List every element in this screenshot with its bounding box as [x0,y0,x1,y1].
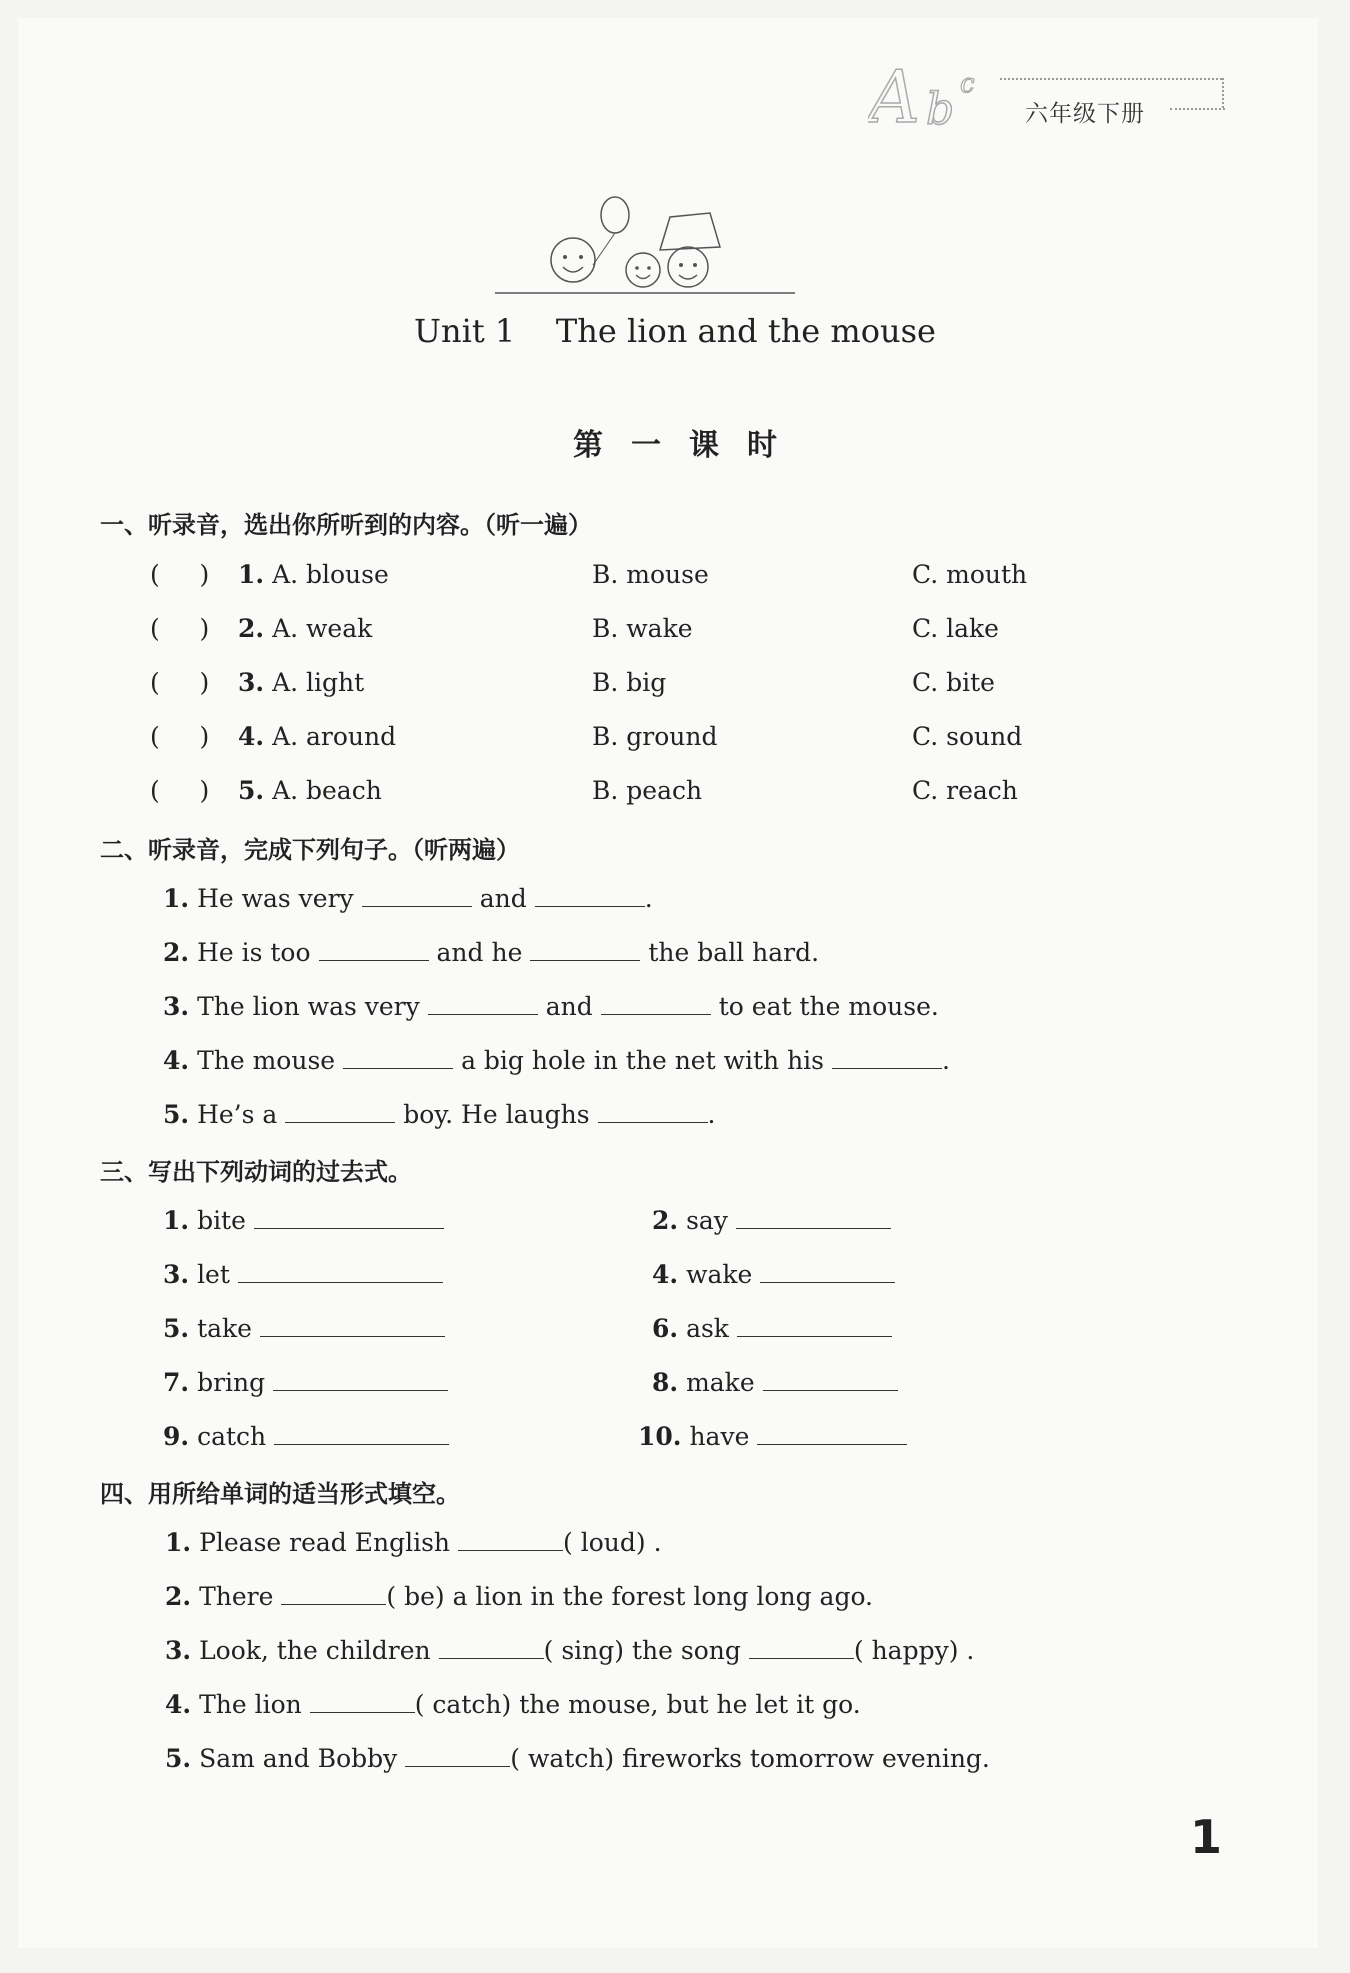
list-item [163,1422,457,1451]
option-a: A. weak [272,614,373,643]
verb-word: say [686,1206,728,1235]
list-item [165,1636,974,1665]
unit-title: Unit 1 The lion and the mouse [414,312,936,350]
list-item [163,1100,715,1129]
sentence-part: the ball hard. [648,938,820,967]
answer-blank[interactable] [737,1335,892,1337]
option-a: A. around [272,722,397,751]
answer-blank[interactable] [763,1389,898,1391]
option-a: A. blouse [272,560,389,589]
verb-word: have [689,1422,750,1451]
option-c: C. bite [912,668,995,697]
list-item [163,992,939,1021]
verb-word: bring [197,1368,266,1397]
section3-heading: 三、写出下列动词的过去式。 [100,1158,412,1186]
answer-blank[interactable] [238,1281,443,1283]
sentence-part: The lion [199,1690,302,1719]
list-item [638,1422,915,1451]
item-number: 4. [238,722,265,751]
answer-blank[interactable] [343,1067,453,1069]
answer-bracket[interactable]: ( ) [150,560,210,589]
item-number: 1. [163,1206,190,1235]
item-number: 2. [238,614,265,643]
abc-logo-icon [868,52,988,132]
item-number: 6. [652,1314,679,1343]
item-number: 1. [163,884,190,913]
verb-word: catch [197,1422,267,1451]
sentence-part: ( catch) the mouse, but he let it go. [414,1690,861,1719]
answer-blank[interactable] [736,1227,891,1229]
option-a: A. beach [272,776,382,805]
list-item [165,1528,662,1557]
answer-blank[interactable] [281,1603,386,1605]
answer-blank[interactable] [458,1549,563,1551]
sentence-part: boy. He laughs [403,1100,590,1129]
option-b: B. ground [592,722,718,751]
svg-text:A: A [868,55,920,132]
option-c: C. mouth [912,560,1028,589]
section2-heading: 二、听录音，完成下列句子。（听两遍） [100,836,520,864]
item-number: 5. [163,1314,190,1343]
item-number: 10. [638,1422,682,1451]
list-item [165,1582,873,1611]
list-item [163,884,653,913]
option-a: A. light [272,668,365,697]
verb-word: wake [686,1260,753,1289]
sentence-part: . [707,1100,716,1129]
item-number: 1. [165,1528,192,1557]
answer-blank[interactable] [285,1121,395,1123]
item-number: 2. [652,1206,679,1235]
option-c: C. sound [912,722,1023,751]
answer-bracket[interactable]: ( ) [150,776,210,805]
answer-blank[interactable] [439,1657,544,1659]
list-item [163,1260,451,1289]
answer-blank[interactable] [260,1335,445,1337]
answer-bracket[interactable]: ( ) [150,668,210,697]
answer-blank[interactable] [319,959,429,961]
option-b: B. mouse [592,560,709,589]
sentence-part: ( loud) . [563,1528,662,1557]
item-number: 1. [238,560,265,589]
answer-blank[interactable] [428,1013,538,1015]
item-number: 3. [238,668,265,697]
answer-blank[interactable] [598,1121,708,1123]
sentence-part: . [942,1046,950,1075]
sentence-part: and [545,992,593,1021]
sentence-part: ( happy) . [853,1636,975,1665]
answer-blank[interactable] [362,905,472,907]
verb-word: bite [197,1206,246,1235]
verb-word: let [197,1260,230,1289]
sentence-part: ( sing) the song [543,1636,741,1665]
sentence-part: Please read English [199,1528,451,1557]
answer-blank[interactable] [832,1067,942,1069]
lesson-title: 第一课时 [573,428,805,463]
item-number: 9. [163,1422,190,1451]
answer-blank[interactable] [601,1013,711,1015]
item-number: 3. [163,1260,190,1289]
answer-blank[interactable] [274,1443,449,1445]
option-c: C. reach [912,776,1018,805]
answer-blank[interactable] [530,959,640,961]
verb-word: ask [686,1314,729,1343]
item-number: 4. [163,1046,190,1075]
item-number: 2. [165,1582,192,1611]
item-number: 5. [238,776,265,805]
header-dotted-line [1000,78,1222,80]
sentence-part: The mouse [197,1046,336,1075]
sentence-part: and he [436,938,523,967]
item-number: 7. [163,1368,190,1397]
sentence-part: Sam and Bobby [199,1744,398,1773]
children-illustration-icon [495,195,795,310]
sentence-part: . [644,884,653,913]
list-item [165,1744,990,1773]
page-number: 1 [1190,1810,1223,1864]
list-item [652,1368,906,1397]
list-item [652,1314,900,1343]
sentence-part: ( be) a lion in the forest long long ago. [386,1582,873,1611]
list-item [163,938,819,967]
header-dotted-line-lower [1170,108,1225,110]
item-number: 5. [163,1100,190,1129]
header-dotted-vline [1222,78,1224,108]
sentence-part: a big hole in the net with his [461,1046,825,1075]
sentence-part: He was very [197,884,354,913]
sentence-part: The lion was very [197,992,420,1021]
answer-blank[interactable] [760,1281,895,1283]
svg-text:c: c [960,69,975,99]
sentence-part: and [479,884,527,913]
verb-word: make [686,1368,755,1397]
answer-bracket[interactable]: ( ) [150,722,210,751]
answer-blank[interactable] [405,1765,510,1767]
answer-blank[interactable] [757,1443,907,1445]
grade-label: 六年级下册 [1025,101,1145,127]
option-b: B. wake [592,614,693,643]
answer-blank[interactable] [254,1227,444,1229]
section4-heading: 四、用所给单词的适当形式填空。 [100,1480,460,1508]
list-item [652,1260,903,1289]
list-item [165,1690,861,1719]
list-item [163,1368,456,1397]
sentence-part: There [199,1582,274,1611]
item-number: 2. [163,938,190,967]
list-item [652,1206,899,1235]
answer-blank[interactable] [310,1711,415,1713]
section1-heading: 一、听录音，选出你所听到的内容。（听一遍） [100,511,592,539]
list-item [163,1046,950,1075]
sentence-part: ( watch) fireworks tomorrow evening. [510,1744,990,1773]
item-number: 4. [652,1260,679,1289]
sentence-part: Look, the children [199,1636,431,1665]
item-number: 8. [652,1368,679,1397]
answer-bracket[interactable]: ( ) [150,614,210,643]
svg-text:b: b [926,84,955,132]
item-number: 5. [165,1744,192,1773]
item-number: 4. [165,1690,192,1719]
sentence-part: He is too [197,938,311,967]
option-b: B. peach [592,776,703,805]
sentence-part: He’s a [197,1100,278,1129]
answer-blank[interactable] [535,905,645,907]
sentence-part: to eat the mouse. [718,992,939,1021]
answer-blank[interactable] [273,1389,448,1391]
item-number: 3. [163,992,190,1021]
answer-blank[interactable] [749,1657,854,1659]
list-item [163,1206,452,1235]
option-c: C. lake [912,614,999,643]
option-b: B. big [592,668,667,697]
list-item [163,1314,453,1343]
item-number: 3. [165,1636,192,1665]
verb-word: take [197,1314,252,1343]
